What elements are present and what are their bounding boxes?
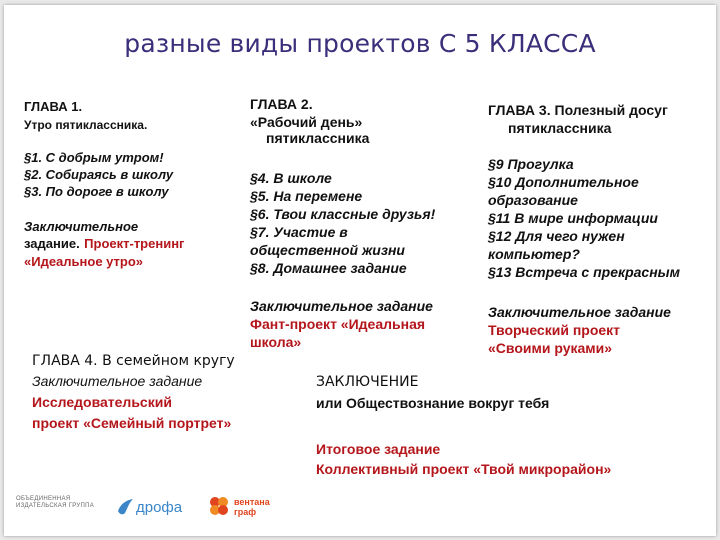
chapter2-item: §6. Твои классные друзья! bbox=[250, 206, 436, 222]
chapter4-final-label: Заключительное задание bbox=[32, 373, 203, 389]
chapter2-block bbox=[250, 95, 475, 351]
chapter1-final-label: Заключительное bbox=[24, 219, 139, 234]
ventana-flower-icon bbox=[208, 495, 230, 517]
publishing-group-logo bbox=[16, 496, 116, 510]
chapter2-heading: ГЛАВА 2. bbox=[250, 96, 313, 112]
chapter1-item: §3. По дороге в школу bbox=[24, 184, 169, 199]
chapter2-item: §4. В школе bbox=[250, 170, 332, 186]
conclusion-line: или Обществознание вокруг тебя bbox=[316, 395, 550, 411]
final-task-project: Коллективный проект «Твой микрорайон» bbox=[316, 461, 612, 477]
chapter3-project: «Своими руками» bbox=[488, 340, 613, 356]
chapter1-item: §2. Собираясь в школу bbox=[24, 167, 174, 182]
chapter2-final-label: Заключительное задание bbox=[250, 298, 433, 314]
slide bbox=[4, 5, 716, 536]
chapter3-item: компьютер? bbox=[488, 246, 580, 262]
logo-text: ИЗДАТЕЛЬСКАЯ ГРУППА bbox=[16, 503, 95, 509]
chapter2-item: §7. Участие в bbox=[250, 224, 348, 240]
chapter2-project: Фант-проект «Идеальная bbox=[250, 316, 426, 332]
chapter1-block bbox=[24, 98, 234, 270]
drofa-logo-text: дрофа bbox=[136, 499, 183, 516]
chapter1-item: §1. С добрым утром! bbox=[24, 150, 164, 165]
ventana-logo-text: граф bbox=[234, 507, 257, 517]
chapter2-item: §5. На перемене bbox=[250, 188, 363, 204]
ventana-graf-logo bbox=[208, 495, 298, 521]
chapter4-project: проект «Семейный портрет» bbox=[32, 415, 232, 431]
chapter3-item: §12 Для чего нужен bbox=[488, 228, 625, 244]
chapter4-block bbox=[32, 351, 312, 434]
slide-title: разные виды проектов С 5 КЛАССА bbox=[124, 29, 596, 58]
chapter2-subheading: пятиклассника bbox=[266, 130, 370, 146]
chapter3-heading: пятиклассника bbox=[508, 120, 612, 136]
ventana-logo-text: вентана bbox=[234, 497, 270, 507]
chapter3-item: §9 Прогулка bbox=[488, 156, 574, 172]
chapter1-subheading: Утро пятиклассника. bbox=[24, 118, 148, 132]
conclusion-block bbox=[316, 371, 711, 413]
chapter3-item: §11 В мире информации bbox=[488, 210, 658, 226]
logo-text: ОБЪЕДИНЕННАЯ bbox=[16, 496, 71, 502]
chapter2-subheading: «Рабочий день» bbox=[250, 114, 363, 130]
chapter3-block bbox=[488, 101, 713, 357]
chapter2-item: §8. Домашнее задание bbox=[250, 260, 407, 276]
chapter2-project: школа» bbox=[250, 334, 302, 350]
chapter3-item: образование bbox=[488, 192, 578, 208]
conclusion-heading: ЗАКЛЮЧЕНИЕ bbox=[316, 374, 419, 390]
final-task-block bbox=[316, 439, 711, 479]
chapter2-item: общественной жизни bbox=[250, 242, 405, 258]
chapter3-item: §10 Дополнительное bbox=[488, 174, 639, 190]
chapter1-final-word: задание. bbox=[24, 236, 80, 251]
chapter1-project-type: Проект-тренинг bbox=[84, 236, 185, 251]
drofa-logo bbox=[116, 497, 196, 519]
final-task-label: Итоговое задание bbox=[316, 441, 441, 457]
chapter4-heading: ГЛАВА 4. В семейном кругу bbox=[32, 353, 235, 369]
chapter1-heading: ГЛАВА 1. bbox=[24, 99, 83, 114]
chapter3-project: Творческий проект bbox=[488, 322, 621, 338]
chapter4-project: Исследовательский bbox=[32, 394, 172, 410]
chapter1-project-name: «Идеальное утро» bbox=[24, 254, 144, 269]
chapter3-final-label: Заключительное задание bbox=[488, 304, 671, 320]
chapter3-heading: ГЛАВА 3. Полезный досуг bbox=[488, 102, 668, 118]
chapter3-item: §13 Встреча с прекрасным bbox=[488, 264, 680, 280]
drofa-bird-icon bbox=[116, 497, 134, 517]
